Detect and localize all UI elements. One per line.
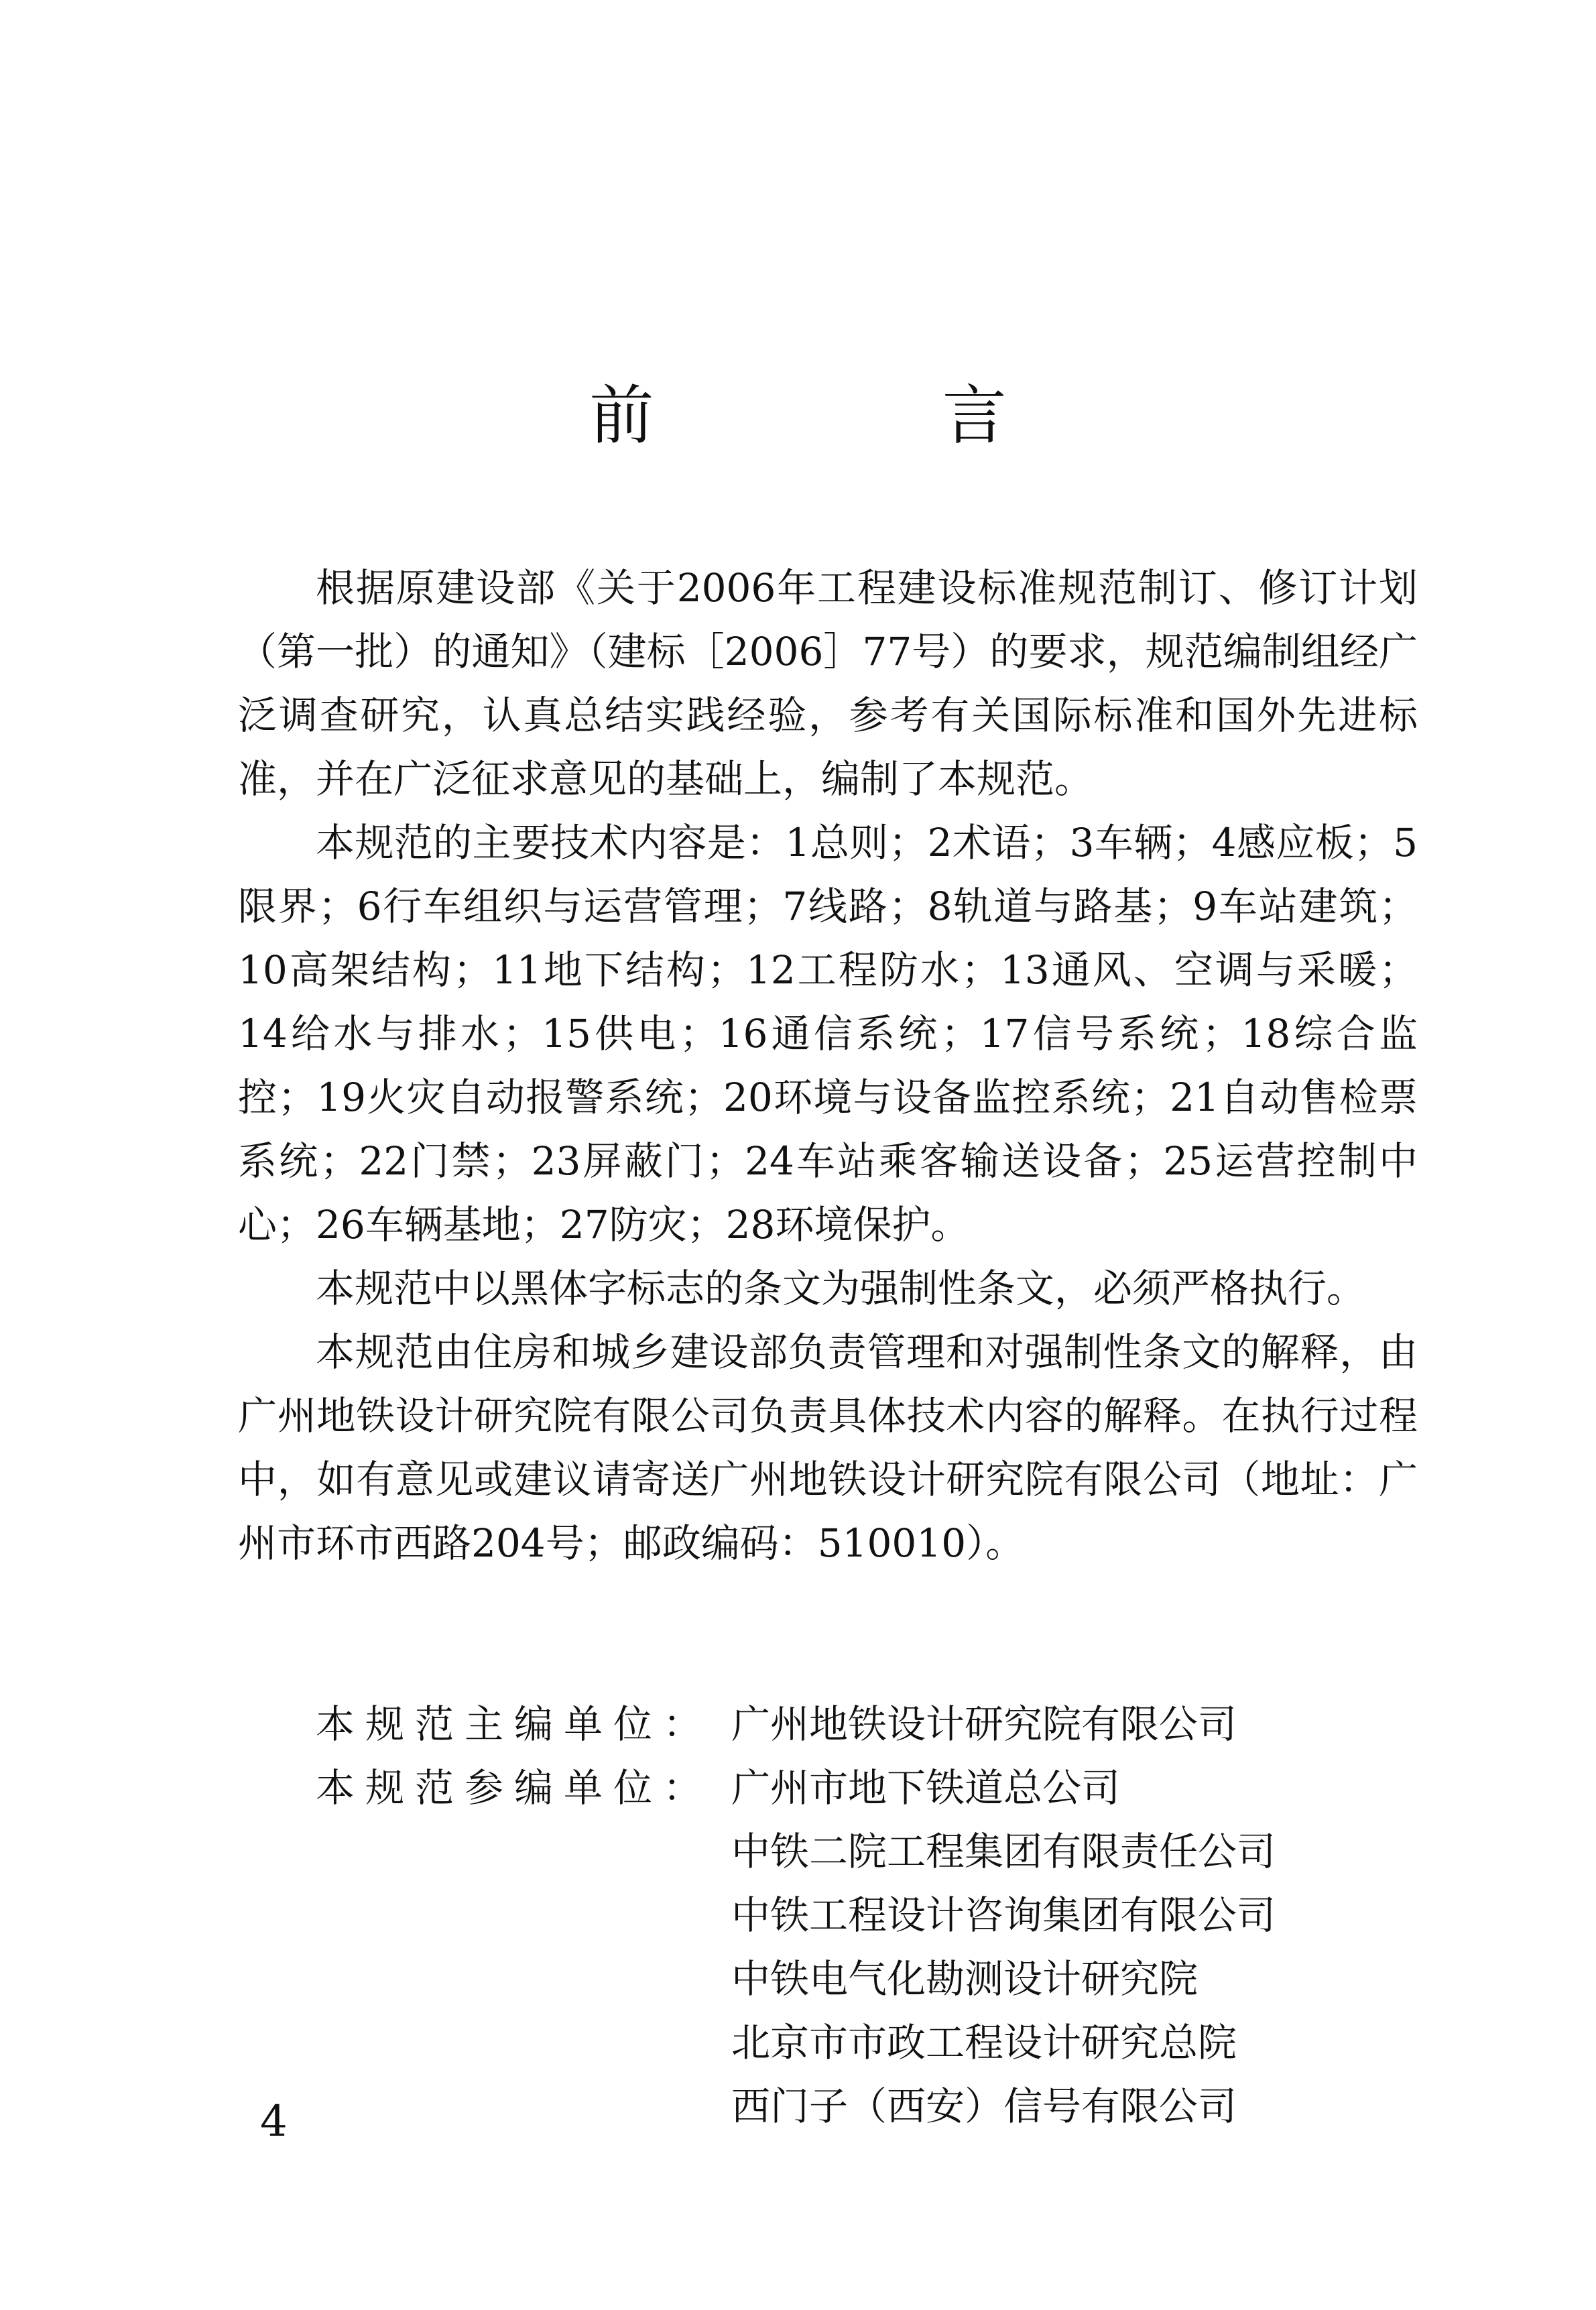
paragraph-basis: 根据原建设部《关于2006年工程建设标准规范制订、修订计划（第一批）的通知》（建标［2006］77号）的要求，规范编制组经广泛调查研究，认真总结实践经验，参考有关国际标准和国外先进标准，并在广泛征求意见的基础上，编制了本规范。 (238, 565, 1418, 802)
participating-row (316, 1756, 1276, 2138)
preface-body (238, 556, 1418, 1575)
chief-editor-name: 广州地铁设计研究院有限公司 (731, 1701, 1237, 1747)
participating-list (731, 1756, 1276, 2138)
paragraph-management: 本规范由住房和城乡建设部负责管理和对强制性条文的解释，由广州地铁设计研究院有限公司负责具体技术内容的解释。在执行过程中，如有意见或建议请寄送广州地铁设计研究院有限公司（地址：广州市环市西路204号；邮政编码：510010）。 (238, 1329, 1418, 1566)
paragraph-mandatory: 本规范中以黑体字标志的条文为强制性条文，必须严格执行。 (316, 1266, 1366, 1311)
chief-editor-label: 本规范主编单位： (316, 1701, 713, 1747)
participating-unit: 西门子（西安）信号有限公司 (731, 2083, 1237, 2129)
chief-editor-row (316, 1693, 1276, 1756)
participating-unit: 广州市地下铁道总公司 (731, 1765, 1121, 1811)
participating-unit: 中铁二院工程集团有限责任公司 (731, 1829, 1276, 1874)
participating-label: 本规范参编单位： (316, 1765, 713, 1811)
participating-unit: 中铁电气化勘测设计研究院 (731, 1956, 1199, 2002)
paragraph-contents: 本规范的主要技术内容是：1总则；2术语；3车辆；4感应板；5限界；6行车组织与运营管理；7线路；8轨道与路基；9车站建筑；10高架结构；11地下结构；12工程防水；13通风、空调与采暖；14给水与排水；15供电；16通信系统；17信号系统；18综合监控；19火灾自动报警系统；20环境与设备监控系统；21自动售检票系统；22门禁；23屏蔽门；24车站乘客输送设备；25运营控制中心；26车辆基地；27防灾；28环境保护。 (238, 820, 1418, 1248)
participating-unit: 中铁工程设计咨询集团有限公司 (731, 1892, 1276, 1938)
participating-unit: 北京市市政工程设计研究总院 (731, 2020, 1237, 2065)
editing-units (316, 1693, 1276, 2138)
page-title: 前 言 (589, 378, 1141, 453)
page-number: 4 (260, 2097, 288, 2146)
